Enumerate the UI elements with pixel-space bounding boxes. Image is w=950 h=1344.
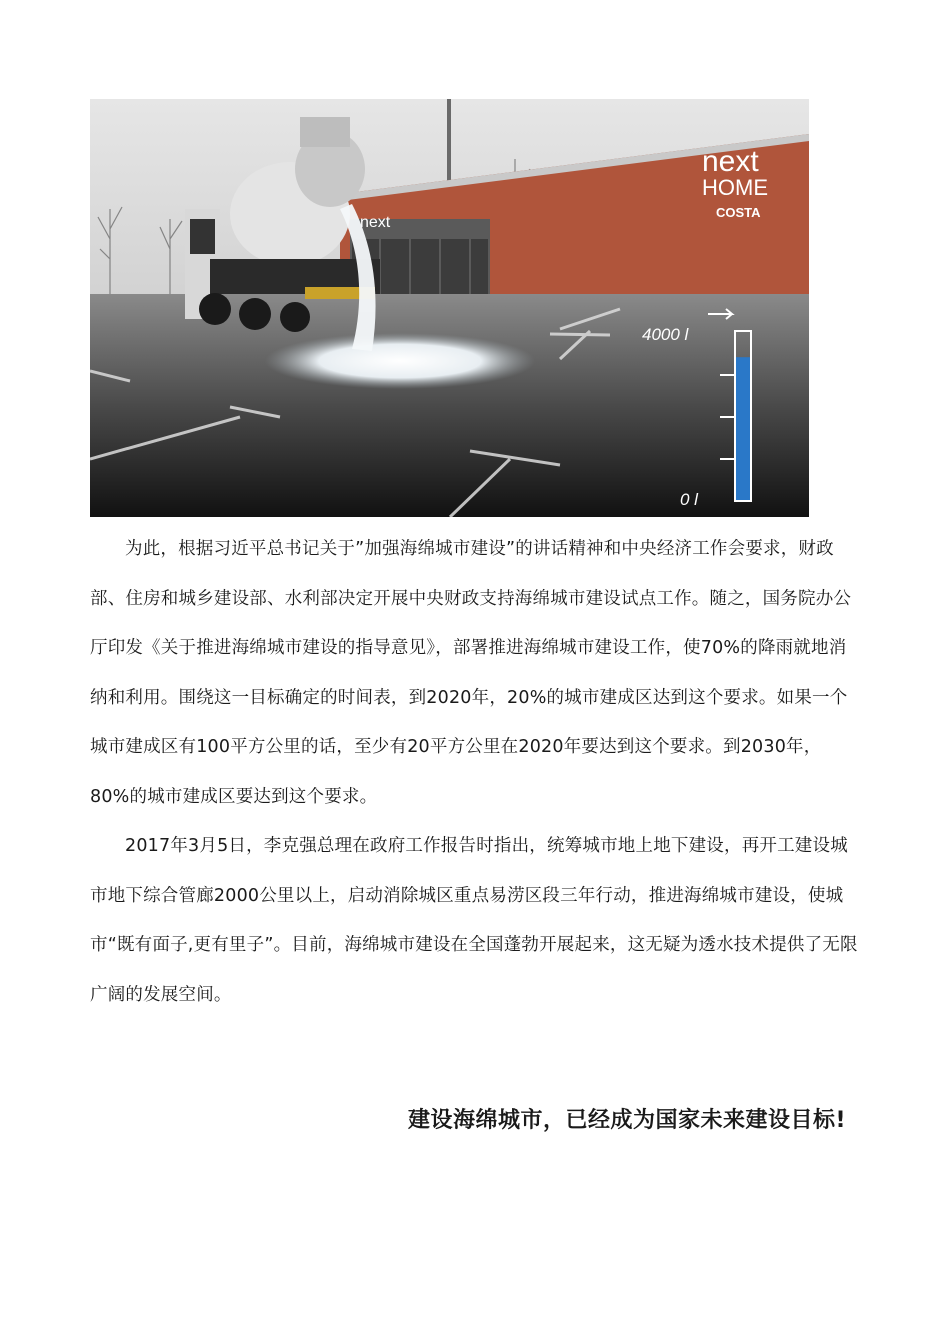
gauge-fill [736,357,750,500]
permeable-concrete-demo-photo [90,99,809,517]
store-sign-next: next [702,145,759,178]
small-store-sign: next [360,214,391,231]
store-sign-home: HOME [702,175,768,200]
closing-headline: 建设海绵城市，已经成为国家未来建设目标! [407,1108,846,1133]
gauge-bottom-label: 0 l [680,490,698,509]
store-sign-costa: COSTA [716,205,761,220]
body-paragraph-1: 为此，根据习近平总书记关于”加强海绵城市建设”的讲话精神和中央经济工作会要求，财政部、住房和城乡建设部、水利部决定开展中央财政支持海绵城市建设试点工作。随之，国务院办公厅印发《关于推进海绵城市建设的指导意见》，部署推进海绵城市建设工作，使70%的降雨就地消纳和利用。围绕这一目标确定的时间表，到2020年，20%的城市建成区达到这个要求。如果一个城市建成区有100平方公里的话，至少有20平方公里在2020年要达到这个要求。到2030年，80%的城市建成区要达到这个要求。 [90,539,852,807]
gauge-top-label: 4000 l [642,325,689,344]
body-paragraph-2: 2017年3月5日，李克强总理在政府工作报告时指出，统筹城市地上地下建设，再开工建设城市地下综合管廊2000公里以上，启动消除城区重点易涝区段三年行动，推进海绵城市建设，使城市“既有面子,更有里子”。目前，海绵城市建设在全国蓬勃开展起来，这无疑为透水技术提供了无限广阔的发展空间。 [90,836,858,1005]
